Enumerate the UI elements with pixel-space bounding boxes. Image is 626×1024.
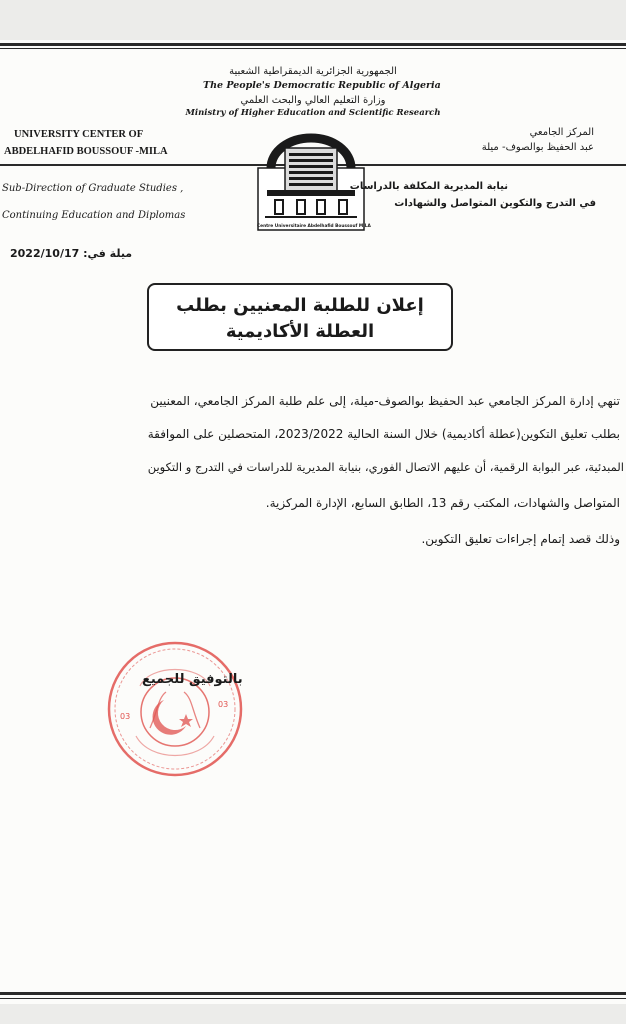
body-line2: بطلب تعليق التكوين(عطلة أكاديمية) خلال السنة الحالية 2023/2022، المتحصلين على الموافقة <box>147 427 620 441</box>
header-center-ar-line1: المركز الجامعي <box>529 127 594 138</box>
bottom-margin <box>0 1004 626 1024</box>
subdirection-en-line1: Sub-Direction of Graduate Studies , <box>2 183 184 194</box>
body-line4: المتواصل والشهادات، المكتب رقم 13، الطابق السابع، الإدارة المركزية. <box>265 496 620 510</box>
header-ministry-en: Ministry of Higher Education and Scientific Research <box>185 108 441 118</box>
stamp-seal-icon <box>106 640 244 778</box>
announcement-title-box <box>147 283 453 351</box>
header-center-ar-line2: عبد الحفيظ بوالصوف- ميلة <box>481 142 594 153</box>
official-stamp <box>106 640 244 778</box>
subdirection-ar-line2: في التدرج والتكوين المتواصل والشهادات <box>394 198 596 209</box>
subdirection-en-line2: Continuing Education and Diplomas <box>2 210 186 221</box>
header-center-en-line1: UNIVERSITY CENTER OF <box>14 129 144 140</box>
closing-line: بالتوفيق للجميع <box>142 672 243 687</box>
stamp-number-right: 03 <box>218 700 229 709</box>
top-rule <box>0 43 626 46</box>
body-line3: المبدئية، عبر البوابة الرقمية، أن عليهم الاتصال الفوري، بنيابة المديرية للدراسات في التدرج و التكوين <box>147 460 624 474</box>
body-line5: وذلك قصد إتمام إجراءات تعليق التكوين. <box>421 532 620 546</box>
subdirection-ar-line1: نيابة المديرية المكلفة بالدراسات <box>349 181 508 192</box>
header-ministry-ar: وزارة التعليم العالي والبحث العلمي <box>240 95 386 106</box>
header-center-en-line2: ABDELHAFID BOUSSOUF -MILA <box>4 146 168 157</box>
header-republic-ar: الجمهورية الجزائرية الديمقراطية الشعبية <box>229 66 397 77</box>
bottom-rule-thin <box>0 998 626 999</box>
title-line2: العطلة الأكاديمية <box>225 321 375 342</box>
top-margin <box>0 0 626 40</box>
date-line: ميلة في: 2022/10/17 <box>10 247 133 260</box>
header-republic-en: The People's Democratic Republic of Algeria <box>203 80 441 91</box>
top-rule-thin <box>0 48 626 49</box>
logo-caption: Centre Universitaire Abdelhafid Boussouf MILA <box>257 224 371 229</box>
title-line1: إعلان للطلبة المعنيين بطلب <box>176 295 424 316</box>
bottom-rule <box>0 992 626 995</box>
stamp-number-left: 03 <box>120 712 131 721</box>
body-line1: تنهي إدارة المركز الجامعي عبد الحفيظ بوالصوف-ميلة، إلى علم طلبة المركز الجامعي، المعنيين <box>150 394 620 408</box>
